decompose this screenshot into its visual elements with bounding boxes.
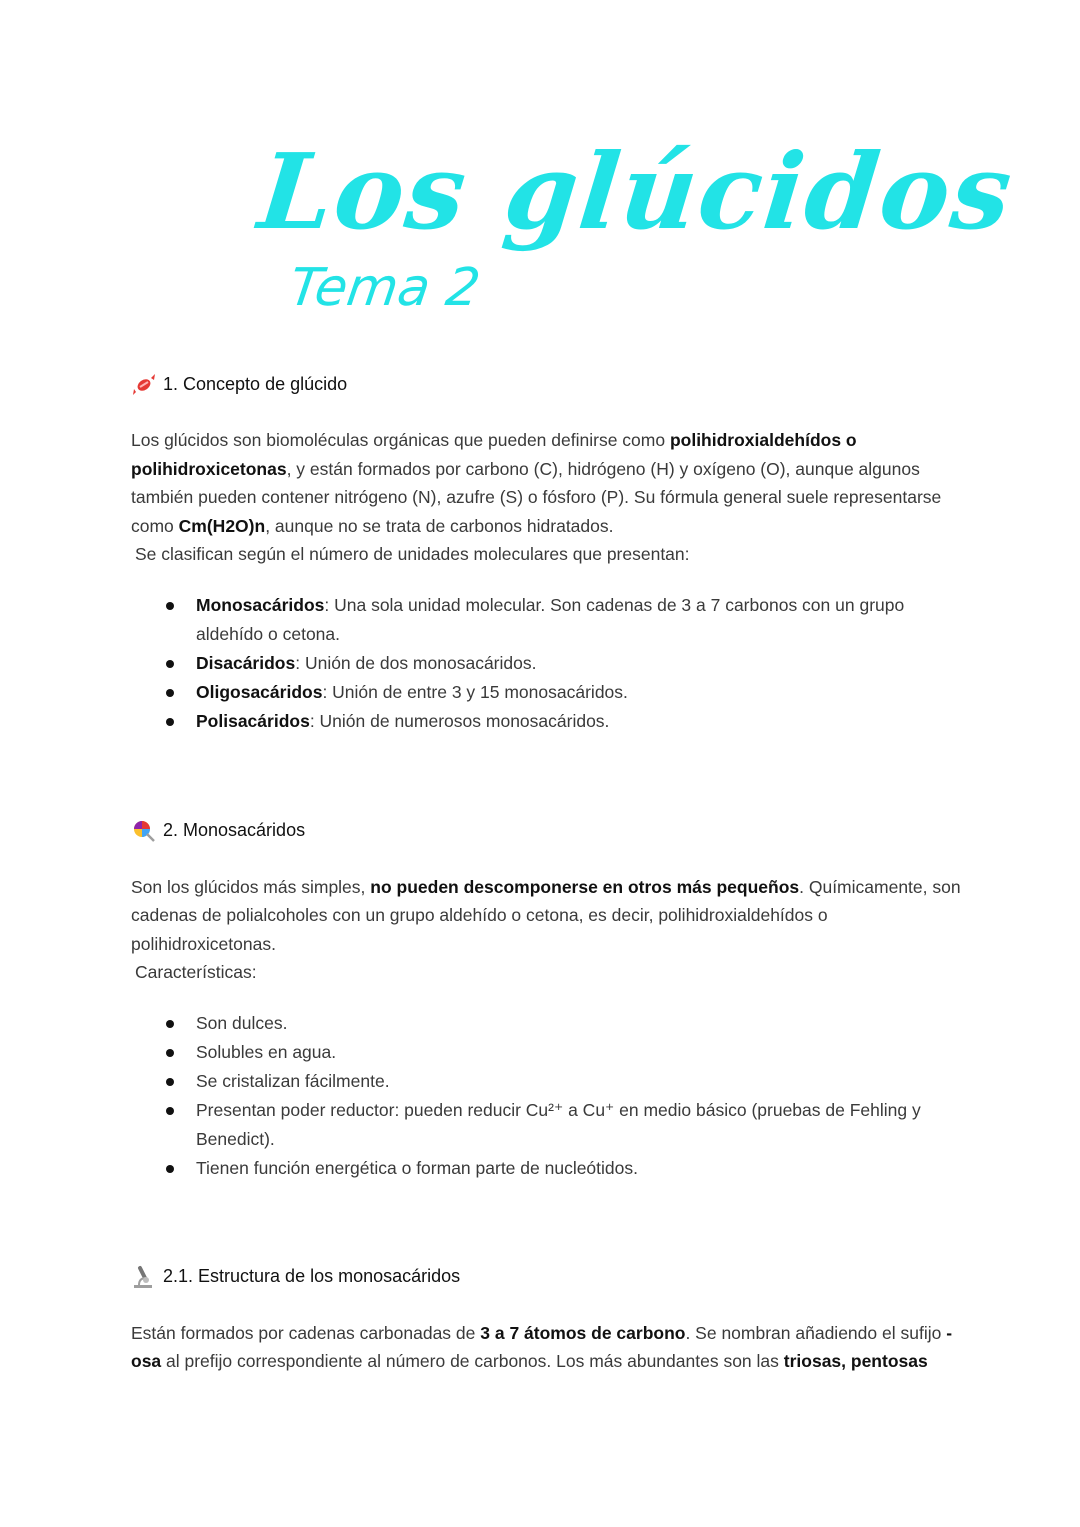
list-item: Oligosacáridos: Unión de entre 3 y 15 monosacáridos. [131,678,961,707]
document-body [131,370,961,1376]
section-2-1-title: 2.1. Estructura de los monosacáridos [163,1266,461,1286]
section-2-characteristics-label: Características: [135,962,257,982]
section-2-1-paragraph: Están formados por cadenas carbonadas de 3 a 7 átomos de carbono. Se nombran añadiendo el sufijo -osa al prefijo correspondiente al número de carbonos. Los más abundantes son las triosas, pentosas [131,1322,953,1371]
page-subtitle: Tema 2 [285,258,484,318]
section-2-paragraph: Son los glúcidos más simples, no pueden descomponerse en otros más pequeños. Químicamente, son cadenas de polialcoholes con un grupo aldehído o cetona, es decir, polihidroxialdehídos o polihidroxicetonas. [131,876,961,954]
list-item: Disacáridos: Unión de dos monosacáridos. [131,649,961,678]
list-item: Solubles en agua. [131,1038,961,1067]
section-2-1-heading [131,1263,961,1291]
classification-list [131,591,961,736]
section-1-intro-list: Se clasifican según el número de unidades moleculares que presentan: [135,544,690,564]
list-item: Se cristalizan fácilmente. [131,1067,961,1096]
list-item: Presentan poder reductor: pueden reducir Cu²⁺ a Cu⁺ en medio básico (pruebas de Fehling y Benedict). [131,1096,961,1154]
characteristics-list [131,1009,961,1183]
section-1-heading [131,370,961,398]
list-item: Polisacáridos: Unión de numerosos monosacáridos. [131,707,961,736]
title-block [250,130,1020,340]
list-item: Son dulces. [131,1009,961,1038]
page-title: Los glúcidos [253,130,1020,253]
section-1-title: 1. Concepto de glúcido [163,373,348,394]
section-2-heading [131,817,961,845]
lollipop-icon [131,819,157,843]
microscope-icon [131,1265,157,1289]
list-item: Tienen función energética o forman parte de nucleótidos. [131,1154,961,1183]
candy-icon [131,372,157,396]
section-1-paragraph: Los glúcidos son biomoléculas orgánicas que pueden definirse como polihidroxialdehídos o polihidroxicetonas, y están formados por carbono (C), hidrógeno (H) y oxígeno (O), aunque algunos también pueden contener nitrógeno (N), azufre (S) o fósforo (P). Su fórmula general suele representarse como Cm(H2O)n, aunque no se trata de carbonos hidratados. [131,430,942,536]
section-2-title: 2. Monosacáridos [163,820,306,840]
list-item: Monosacáridos: Una sola unidad molecular. Son cadenas de 3 a 7 carbonos con un grupo aldehído o cetona. [131,591,961,649]
